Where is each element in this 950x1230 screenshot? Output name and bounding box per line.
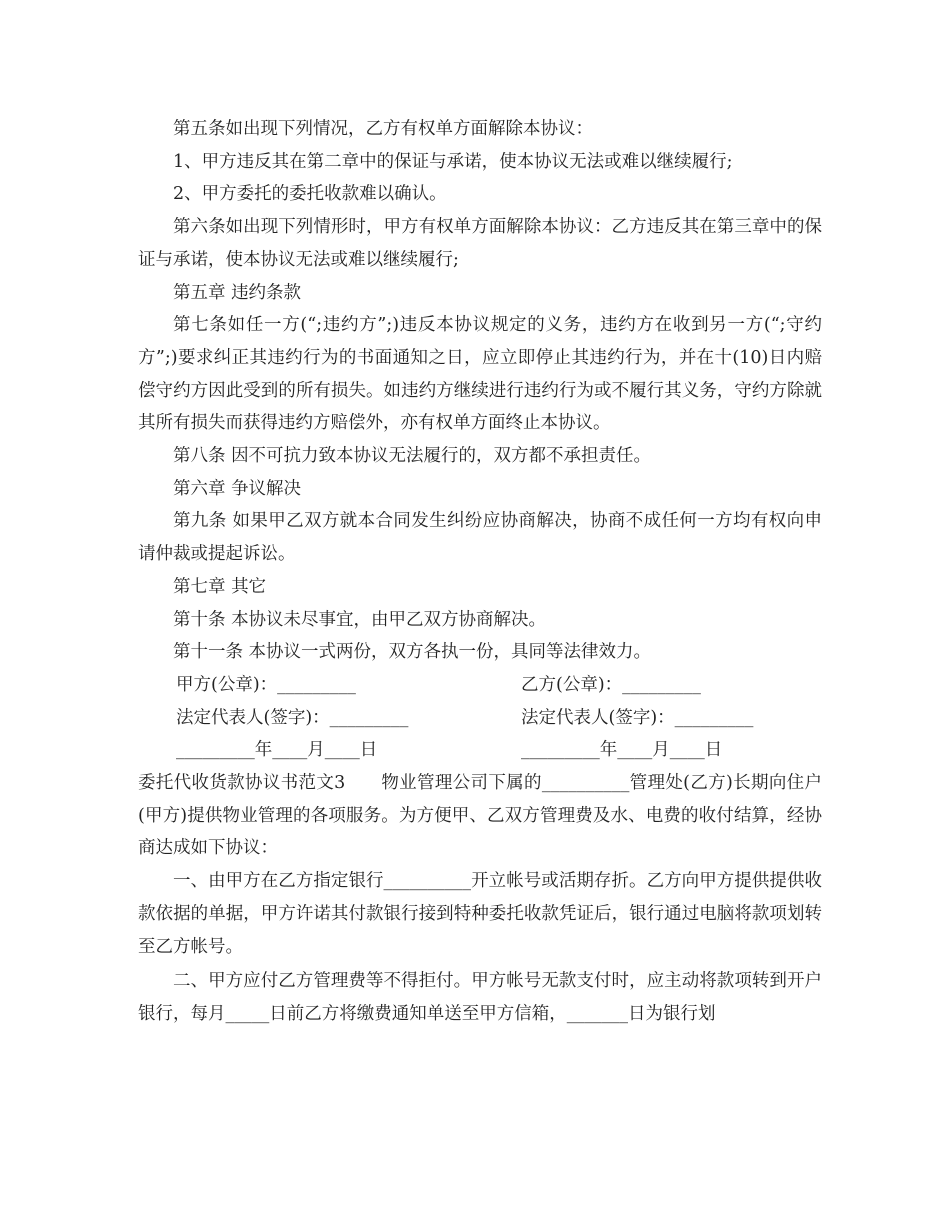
article-8: 第八条 因不可抗力致本协议无法履行的，双方都不承担责任。 [173, 446, 652, 467]
chapter-7-heading: 第七章 其它 [173, 576, 267, 597]
document-page [138, 113, 822, 1031]
article-5-item-1: 1、甲方违反其在第二章中的保证与承诺，使本协议无法或难以继续履行; [173, 151, 733, 172]
article-5-item-2: 2、甲方委托的委托收款难以确认。 [173, 184, 447, 205]
article-6: 第六条如出现下列情形时，甲方有权单方面解除本协议：乙方违反其在第三章中的保证与承诺，使本协议无法或难以继续履行; [138, 217, 822, 270]
signature-row-representative [138, 702, 822, 735]
party-a-seal: 甲方(公章)：_________ [176, 674, 356, 695]
signature-row-date [138, 734, 822, 767]
party-a-date: _________年____月____日 [176, 740, 378, 761]
signature-row-seal [138, 669, 822, 702]
party-b-date: _________年____月____日 [521, 740, 723, 761]
sample-3-intro: 委托代收货款协议书范文3 物业管理公司下属的__________管理处(乙方)长期向住户(甲方)提供物业管理的各项服务。为方便甲、乙双方管理费及水、电费的收付结算，经协商达成如下协议： [138, 773, 822, 859]
party-b-representative: 法定代表人(签字)：_________ [521, 707, 754, 728]
article-7: 第七条如任一方(“;违约方”;)违反本协议规定的义务，违约方在收到另一方(“;守约方”;)要求纠正其违约行为的书面通知之日，应立即停止其违约行为，并在十(10)日内赔偿守约方因此受到的所有损失。如违约方继续进行违约行为或不履行其义务，守约方除就其所有损失而获得违约方赔偿外，亦有权单方面终止本协议。 [138, 315, 822, 434]
chapter-6-heading: 第六章 争议解决 [173, 478, 302, 499]
clause-2: 二、甲方应付乙方管理费等不得拒付。甲方帐号无款支付时，应主动将款项转到开户银行，每月_____日前乙方将缴费通知单送至甲方信箱，_______日为银行划 [138, 971, 822, 1024]
article-11: 第十一条 本协议一式两份，双方各执一份，具同等法律效力。 [173, 642, 652, 663]
party-b-seal: 乙方(公章)：_________ [521, 674, 701, 695]
clause-1: 一、由甲方在乙方指定银行__________开立帐号或活期存折。乙方向甲方提供提供收款依据的单据，甲方许诺其付款银行接到特种委托收款凭证后，银行通过电脑将款项划转至乙方帐号。 [138, 871, 822, 957]
party-a-representative: 法定代表人(签字)：_________ [176, 707, 409, 728]
chapter-5-heading: 第五章 违约条款 [173, 282, 302, 303]
article-5: 第五条如出现下列情况，乙方有权单方面解除本协议： [173, 119, 593, 139]
article-9: 第九条 如果甲乙双方就本合同发生纠纷应协商解决，协商不成任何一方均有权向申请仲裁或提起诉讼。 [138, 511, 822, 565]
article-10: 第十条 本协议未尽事宜，由甲乙双方协商解决。 [173, 609, 547, 630]
